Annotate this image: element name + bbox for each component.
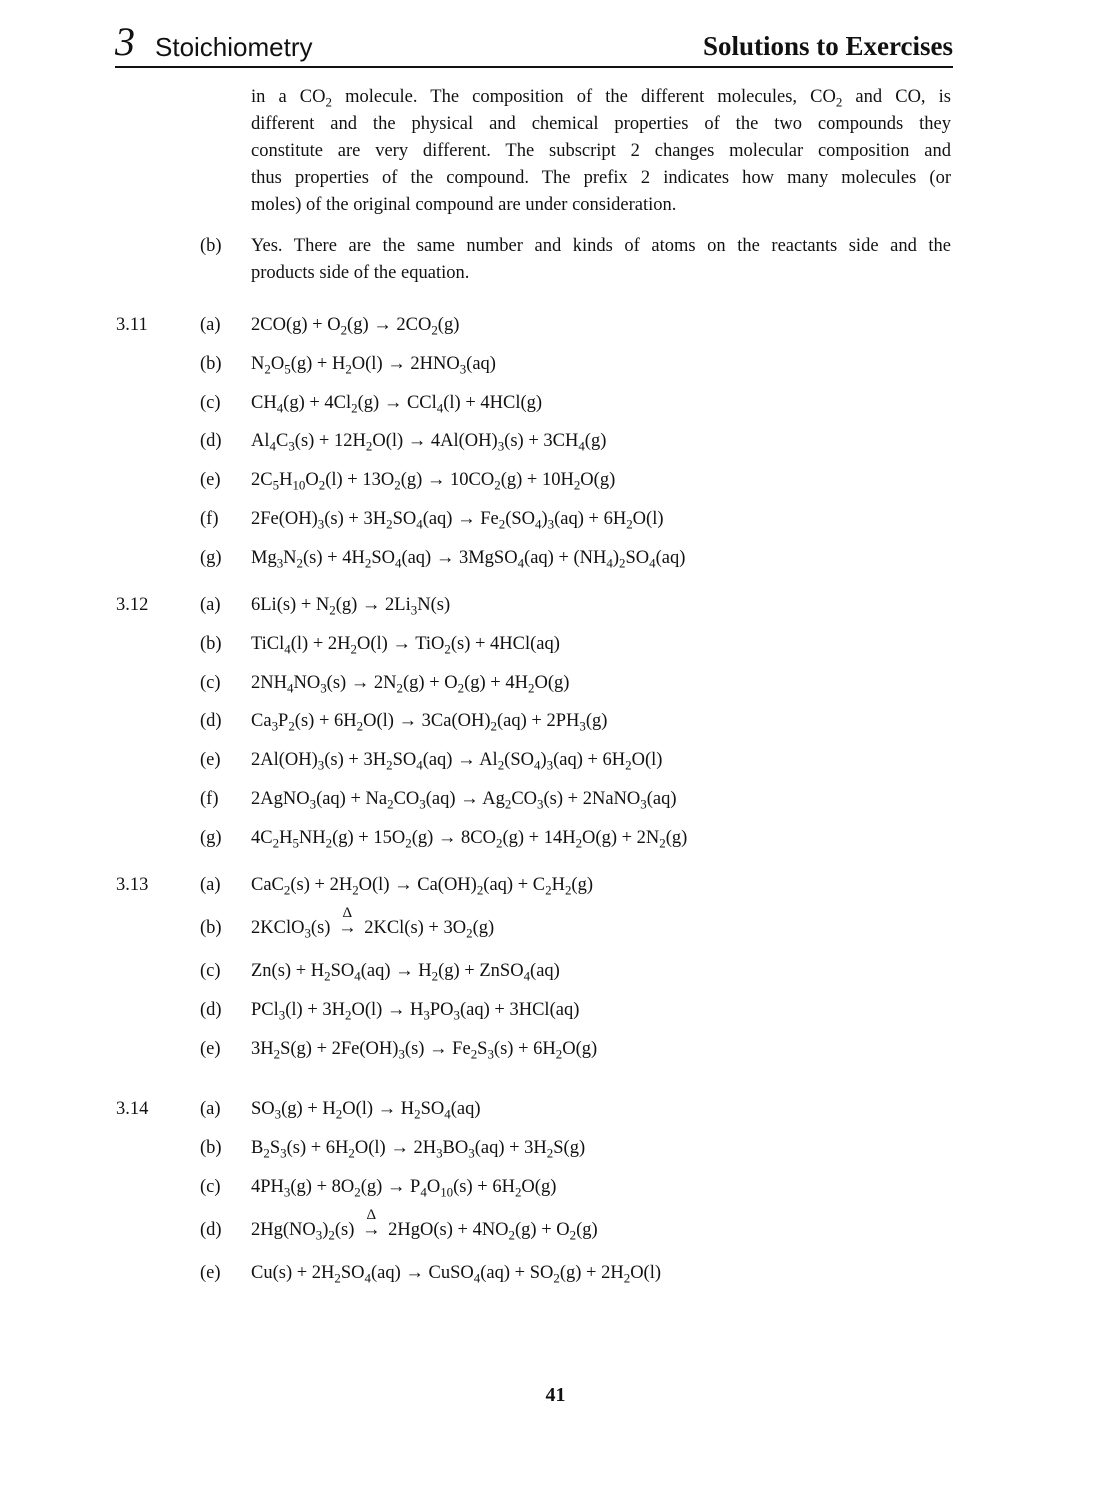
equation-row <box>200 1136 960 1162</box>
section-title: Solutions to Exercises <box>702 31 953 61</box>
equation-row <box>200 391 960 417</box>
part-letter: (e) <box>200 1038 221 1059</box>
part-letter: (a) <box>200 595 221 615</box>
equation-row <box>200 352 960 378</box>
part-letter: (f) <box>200 789 219 809</box>
intro-paragraph <box>251 84 951 219</box>
intro-line: thus properties of the compound. The prefix 2 indicates how many molecules (or <box>251 168 951 188</box>
equation-row <box>200 873 960 899</box>
part-letter: (b) <box>200 1137 222 1158</box>
exercise-number: 3.13 <box>116 875 149 895</box>
equation: $Ca_3P_2(s) + 6H_2O(l) \to 3Ca(OH)_2(aq) + 2PH_3(g)$ <box>251 711 608 735</box>
equation: TiCl$_4$(l) + $2H_2O(l) \to TiO_2(s) + 4HCl(aq)$ <box>251 633 560 657</box>
part-letter: (g) <box>200 827 222 848</box>
equation: $CH_4(g) + 4Cl_2(g) \to CCl_4(l) + 4HCl(g)$ <box>251 392 543 416</box>
part-letter: (c) <box>200 392 221 413</box>
intro-line: moles) of the original compound are under consideration. <box>251 195 677 215</box>
intro-line: in a $CO_2$ molecule. The composition of the different molecules, $CO_2$ and CO, is <box>251 87 952 110</box>
chapter-title: Stoichiometry <box>155 32 313 62</box>
equation: $3H_2S(g) + 2Fe(OH)_3(s) \to Fe_2S_3(s) + 6H_2O(g)$ <box>251 1038 598 1062</box>
equation: $Zn(s) + H_2SO_4(aq) \to H_2(g)$ + ZnSO$_4$(aq) <box>251 961 560 984</box>
equation-row <box>200 1037 960 1063</box>
equation-row <box>200 313 960 339</box>
chapter-number: 3 <box>115 19 135 64</box>
part-letter: (g) <box>200 547 222 568</box>
equation: $N_2O_5(g) + H_2O(l) \to 2HNO_3(aq)$ <box>251 353 496 377</box>
part-letter: (e) <box>200 470 221 491</box>
equation: $CaC_2(s) + 2H_2O(l) \to Ca(OH)_2(aq) + C_2H_2(g)$ <box>251 875 593 898</box>
part-letter: (c) <box>200 1176 221 1197</box>
part-b-line: products side of the equation. <box>251 263 470 283</box>
equation-row <box>200 787 960 813</box>
equation-row <box>200 998 960 1024</box>
part-letter: (b) <box>200 633 222 654</box>
equation-row <box>200 1261 960 1287</box>
equation: $SO_3(g) + H_2O(l) \to H_2SO_4(aq)$ <box>251 1099 481 1122</box>
heat-arrow: Δ → <box>338 905 357 938</box>
equation-row <box>200 593 960 619</box>
equation: $2Al(OH)_3(s) + 3H_2SO_4(aq) \to Al_2(SO_4)_3(aq) + 6H_2O(l)$ <box>251 750 663 773</box>
equation-row <box>200 429 960 455</box>
equation: $2Hg(NO_3)_2(s)$ Δ → $2HgO(s) + 4NO_2(g) + O_2(g)$ <box>251 1206 598 1243</box>
part-b-text <box>251 233 951 287</box>
equation-row <box>200 546 960 572</box>
equation-row <box>200 507 960 533</box>
part-letter: (d) <box>200 1219 222 1240</box>
equation-row <box>200 632 960 658</box>
equation-row <box>200 959 960 985</box>
part-letter: (d) <box>200 431 222 452</box>
page-number: 41 <box>545 1384 566 1406</box>
equation: $Cu(s) + 2H_2SO_4(aq)$ → CuSO$_4$(aq) + $SO_2(g) + 2H_2O(l)$ <box>251 1262 662 1286</box>
part-letter: (d) <box>200 711 222 732</box>
equation: $2C_5H_{10}O_2(l) + 13O_2(g) \to 10CO_2(g) + 10H_2O(g)$ <box>251 470 616 493</box>
part-letter: (a) <box>200 1099 221 1119</box>
equation: $Al_4C_3(s) + 12H_2O(l) \to 4Al(OH)_3(s) + 3CH_4(g)$ <box>251 431 607 455</box>
equation: $2CO(g) + O_2(g) \to 2CO_2(g)$ <box>251 315 460 338</box>
part-letter: (d) <box>200 999 222 1020</box>
intro-line: constitute are very different. The subscript 2 changes molecular composition and <box>251 141 951 161</box>
exercise-number: 3.11 <box>116 315 148 335</box>
equation: $PCl_3(l) + 3H_2O(l) \to H_3PO_3(aq) + 3HCl(aq)$ <box>251 999 580 1023</box>
equation: $4C_2H_5NH_2(g) + 15O_2(g) \to 8CO_2(g) + 14H_2O(g) + 2N_2(g)$ <box>251 827 688 851</box>
page-header <box>115 18 953 68</box>
part-b-line: Yes. There are the same number and kinds of atoms on the reactants side and the <box>251 236 951 256</box>
heat-arrow: Δ → <box>362 1206 381 1240</box>
exercise-number: 3.12 <box>116 595 149 615</box>
part-letter: (f) <box>200 509 219 529</box>
equation-row <box>200 709 960 735</box>
part-letter: (a) <box>200 875 221 895</box>
equation: $2Fe(OH)_3(s) + 3H_2SO_4(aq) \to Fe_2(SO_4)_3(aq) + 6H_2O(l)$ <box>251 509 664 532</box>
equation-row <box>200 1097 960 1123</box>
equation-row <box>200 1175 960 1201</box>
equation: $2NH_4NO_3(s) \to 2N_2(g) + O_2(g) + 4H_2O(g)$ <box>251 672 570 696</box>
equation: $4PH_3(g) + 8O_2(g) \to P_4O_{10}(s) + 6H_2O(g)$ <box>251 1176 557 1200</box>
equation-row <box>200 1206 960 1244</box>
equation: 2AgNO$_3$(aq) + $Na_2CO_3(aq) \to Ag_2CO_3(s)$ + 2NaNO$_3$(aq) <box>251 789 677 812</box>
part-letter: (e) <box>200 750 221 771</box>
equation: $Mg_3N_2(s) + 4H_2SO_4(aq)$ → 3MgSO$_4$(aq) + $(NH_4)_2SO_4(aq)$ <box>251 547 686 571</box>
equation: 2KClO$_3$(s) Δ → $2KCl(s) + 3O_2(g)$ <box>251 905 495 941</box>
equation-row <box>200 671 960 697</box>
part-letter: (b) <box>200 353 222 374</box>
equation-row <box>200 748 960 774</box>
equation-row <box>200 905 960 942</box>
part-letter: (b) <box>200 236 222 256</box>
part-letter: (a) <box>200 315 221 335</box>
equation: $6Li(s) + N_2(g) \to 2Li_3N(s)$ <box>251 595 451 618</box>
intro-line: different and the physical and chemical properties of the two compounds they <box>251 114 951 134</box>
equation: $B_2S_3(s) + 6H_2O(l) \to 2H_3BO_3(aq) + 3H_2S(g)$ <box>251 1137 586 1161</box>
equation-row <box>200 468 960 494</box>
part-letter: (c) <box>200 961 221 981</box>
equation-row <box>200 826 960 852</box>
exercise-number: 3.14 <box>116 1099 149 1119</box>
part-letter: (c) <box>200 672 221 693</box>
part-letter: (b) <box>200 918 222 938</box>
part-letter: (e) <box>200 1262 221 1283</box>
